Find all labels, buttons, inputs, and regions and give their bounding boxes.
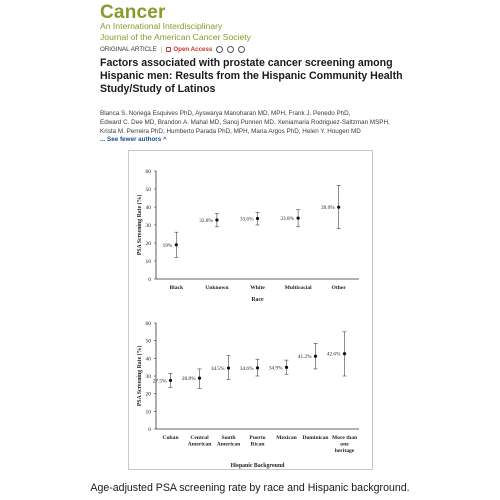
cc-license-icon[interactable] bbox=[216, 46, 223, 53]
x-tick-label: Central bbox=[190, 435, 209, 441]
data-label: 41.2% bbox=[297, 354, 312, 361]
open-lock-icon bbox=[166, 47, 171, 52]
x-tick-label: one bbox=[340, 441, 349, 448]
data-point bbox=[256, 366, 259, 369]
journal-subtitle-line1: An International Interdisciplinary bbox=[100, 21, 223, 31]
x-tick-label: Rican bbox=[250, 441, 265, 448]
x-tick-label: Black bbox=[169, 285, 184, 291]
article-meta-row bbox=[100, 46, 245, 53]
y-axis-label: PSA Screening Rate (%) bbox=[137, 194, 143, 256]
y-axis-label: PSA Screening Rate (%) bbox=[137, 345, 143, 407]
article-type: ORIGINAL ARTICLE bbox=[100, 46, 157, 53]
y-tick-label: 10 bbox=[145, 409, 151, 416]
article-title: Factors associated with prostate cancer screening among Hispanic men: Results from the Hispanic Community Health Study/Study of Latinos bbox=[100, 57, 403, 95]
y-tick-label: 60 bbox=[145, 321, 151, 327]
data-label: 33.8% bbox=[280, 216, 295, 223]
nc-license-icon[interactable] bbox=[238, 46, 245, 53]
data-label: 28.8% bbox=[181, 376, 196, 383]
y-tick-label: 0 bbox=[148, 427, 151, 433]
data-label: 27.5% bbox=[152, 378, 167, 385]
data-label: 32.8% bbox=[199, 217, 213, 224]
meta-separator: | bbox=[160, 46, 163, 53]
authors-line[interactable]: Edward C. Dee MD, Brandon A. Mahal MD, Sanoj Punnen MD, Xeniamaria Rodriguez-Saltzman MSPH, bbox=[100, 118, 390, 126]
authors-line[interactable]: Krista M. Perreira PhD, Humberto Parada PhD, MPH, Maria Argos PhD, Helen Y. Hougen MD bbox=[100, 127, 361, 135]
data-label: 34.5% bbox=[210, 366, 225, 373]
data-point bbox=[175, 243, 178, 246]
see-fewer-authors-link[interactable]: ... See fewer authors ^ bbox=[100, 136, 167, 143]
journal-title[interactable]: Cancer bbox=[100, 2, 166, 23]
x-axis-label: Hispanic Background bbox=[230, 463, 285, 469]
journal-subtitle bbox=[100, 21, 251, 42]
data-label: 42.6% bbox=[326, 351, 341, 358]
x-axis-label: Race bbox=[251, 297, 264, 303]
authors-line[interactable]: Blanca S. Noriega Esquives PhD, Ayswarya Manoharan MD, MPH, Frank J. Penedo PhD, bbox=[100, 110, 351, 117]
journal-subtitle-line2: Journal of the American Cancer Society bbox=[100, 31, 251, 42]
by-license-icon[interactable] bbox=[227, 46, 234, 53]
x-tick-label: American bbox=[187, 441, 212, 448]
x-tick-label: South bbox=[221, 435, 236, 441]
y-tick-label: 20 bbox=[145, 391, 151, 398]
x-tick-label: Multiracial bbox=[284, 285, 312, 291]
x-tick-label: More than bbox=[331, 435, 358, 441]
data-point bbox=[337, 206, 340, 209]
data-point bbox=[198, 377, 201, 380]
x-tick-label: Other bbox=[331, 285, 346, 291]
data-point bbox=[314, 355, 317, 358]
y-tick-label: 50 bbox=[145, 338, 151, 345]
data-label: 34.9% bbox=[268, 365, 283, 372]
y-tick-label: 40 bbox=[145, 205, 151, 211]
data-point bbox=[227, 366, 230, 369]
y-tick-label: 20 bbox=[145, 241, 151, 247]
y-tick-label: 60 bbox=[145, 169, 151, 175]
data-label: 39.9% bbox=[321, 205, 335, 212]
x-tick-label: American bbox=[216, 441, 241, 448]
y-tick-label: 30 bbox=[145, 374, 151, 380]
y-tick-label: 10 bbox=[145, 259, 151, 265]
open-access-badge[interactable] bbox=[166, 46, 212, 53]
figure-charts bbox=[129, 151, 374, 471]
y-tick-label: 40 bbox=[145, 356, 151, 363]
open-access-label: Open Access bbox=[173, 46, 213, 53]
x-tick-label: Cuban bbox=[162, 435, 179, 441]
x-tick-label: heritage bbox=[334, 448, 355, 454]
figure-panel bbox=[128, 150, 373, 470]
x-tick-label: White bbox=[250, 285, 265, 291]
x-tick-label: Unknown bbox=[205, 285, 229, 291]
data-point bbox=[215, 218, 218, 221]
data-label: 34.6% bbox=[239, 365, 254, 372]
data-point bbox=[285, 366, 288, 369]
figure-caption: Age-adjusted PSA screening rate by race and Hispanic background. bbox=[90, 482, 410, 494]
data-label: 19% bbox=[162, 242, 173, 249]
x-tick-label: Dominican bbox=[302, 435, 329, 441]
data-point bbox=[297, 217, 300, 220]
data-point bbox=[256, 217, 259, 220]
y-tick-label: 50 bbox=[145, 187, 151, 193]
data-label: 33.6% bbox=[239, 216, 254, 223]
author-list bbox=[100, 110, 420, 137]
data-point bbox=[169, 379, 172, 382]
x-tick-label: Mexican bbox=[276, 435, 297, 441]
y-tick-label: 30 bbox=[145, 223, 151, 229]
y-tick-label: 0 bbox=[148, 277, 151, 283]
data-point bbox=[343, 352, 346, 355]
x-tick-label: Puerto bbox=[249, 435, 266, 441]
